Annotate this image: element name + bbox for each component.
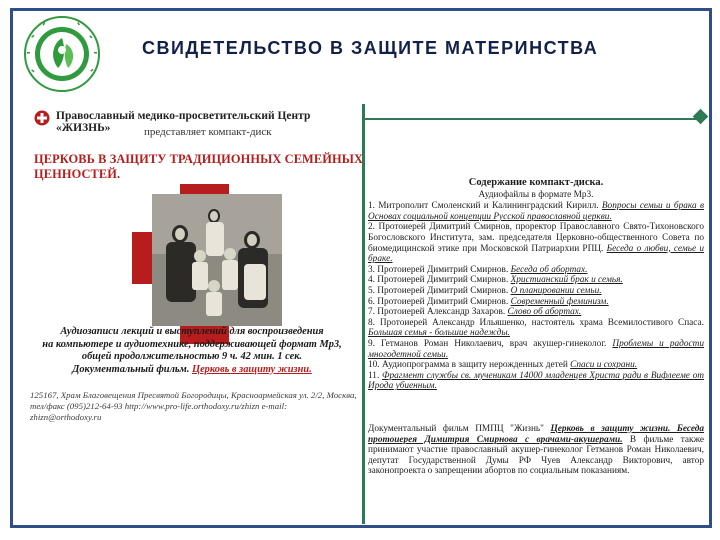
address-line: 125167, Храм Благовещения Пресвятой Богородицы, Красноармейская ул. 2/2, Москва, — [30, 390, 357, 400]
item-topic: Фрагмент службы св. мученикам 14000 младенцев Христа ради в Вифлееме от Ирода убиенным. — [368, 370, 704, 392]
item-topic: Беседа об абортах. — [510, 264, 588, 275]
contents-item — [368, 318, 704, 339]
cd-title: ЦЕРКОВЬ В ЗАЩИТУ ТРАДИЦИОННЫХ СЕМЕЙНЫХ ЦЕННОСТЕЙ. — [34, 152, 364, 181]
contents-item — [368, 339, 704, 360]
item-topic: Слово об абортах. — [507, 307, 582, 318]
slide-title: СВИДЕТЕЛЬСТВО В ЗАЩИТЕ МАТЕРИНСТВА — [142, 38, 599, 58]
item-topic: Беседа о любви, семье и браке. — [368, 243, 704, 265]
docfilm-title: Церковь в защиту жизни. Беседа протоиерея Димитрия Смирнова с врачами-акушерами. — [368, 424, 704, 445]
item-author: 5. Протоиерей Димитрий Смирнов. — [368, 285, 511, 296]
contents-item — [368, 307, 704, 318]
contents-item — [368, 297, 704, 308]
item-topic: Христианский брак и семья. — [510, 275, 623, 286]
contents-item — [368, 275, 704, 286]
item-author: 7. Протоиерей Александр Захаров. — [368, 307, 508, 318]
organization-logo — [22, 14, 102, 94]
item-author: 1. Митрополит Смоленский и Калининградский Кирилл. — [368, 201, 602, 212]
item-topic: Большая семья - большие надежды. — [368, 328, 510, 339]
item-author: 2. Протоиерей Димитрий Смирнов, проректор Православного Свято-Тихоновского Богословского Института, зам. председателя Церковно-общественного Совета по биомедицинской этике при Московской Патриархии РПЦ. — [368, 222, 704, 254]
item-author: 11. — [368, 370, 383, 381]
item-topic: Вопросы семьи и брака в Основах социальной концепции Русской православной церкви. — [368, 201, 704, 222]
item-author: 6. Протоиерей Димитрий Смирнов. — [368, 296, 511, 307]
red-cross-icon — [34, 110, 50, 126]
contents-item — [368, 222, 704, 264]
desc-line — [24, 364, 360, 377]
contents-item — [368, 201, 704, 222]
desc-line: на компьютере и аудиотехнике, поддерживающей формат Mp3, — [42, 338, 342, 350]
item-author: 3. Протоиерей Димитрий Смирнов. — [368, 264, 511, 275]
item-topic: Современный феминизм. — [510, 296, 609, 307]
cd-contents — [368, 178, 704, 392]
contents-title: Содержание компакт-диска. — [468, 177, 604, 188]
family-photo — [152, 194, 282, 326]
item-author: 9. Гетманов Роман Николаевич, врач акушер-гинеколог. — [368, 338, 613, 349]
contents-item — [368, 286, 704, 297]
docfilm-rest: В фильме также принимают участие православный акушер-гинеколог Гетманов Роман Николаевич, депутат Государственной Думы РФ Чуев Александр Викторович, автор законопроекта о запрещении абортов по социальным показаниям. — [368, 434, 704, 477]
contents-item — [368, 371, 704, 392]
contents-item — [368, 360, 704, 371]
desc-film-label: Документальный фильм. — [72, 363, 190, 375]
contacts-line: тел/факс (095)212-64-93 http://www.pro-life.orthodoxy.ru/zhizn e-mail: zhizn@orthodoxy.ru — [30, 401, 287, 422]
docfilm-prefix: Документальный фильм ПМПЦ "Жизнь" — [368, 424, 551, 434]
desc-line: общей продолжительностью 9 ч. 42 мин. 1 сек. — [81, 351, 303, 362]
film-title: Церковь в защиту жизни. — [191, 363, 312, 375]
contents-subtitle: Аудиофайлы в формате Mp3. — [478, 189, 594, 200]
item-author: 4. Протоиерей Димитрий Смирнов. — [368, 275, 511, 286]
documentary-description — [368, 424, 704, 477]
contents-item — [368, 265, 704, 276]
cover-address — [30, 390, 360, 423]
accent-horizontal-line — [362, 118, 704, 120]
desc-line: Аудиозаписи лекций и выступлений для воспроизведения — [60, 326, 324, 337]
item-topic: О планировании семьи. — [510, 285, 602, 296]
cd-cover-image — [24, 104, 364, 422]
item-topic: Проблемы и радости многодетной семьи. — [368, 338, 704, 360]
item-topic: Спаси и сохрани. — [570, 360, 638, 371]
presents-text: представляет компакт-диск — [144, 126, 272, 138]
cd-description — [24, 326, 360, 376]
contents-list — [368, 201, 704, 392]
center-name: Православный медико-просветительский Центр «ЖИЗНЬ» — [56, 110, 311, 134]
item-author: 10. Аудиопрограмма в защиту нерожденных детей — [368, 360, 571, 371]
item-author: 8. Протоиерей Александр Ильяшенко, настоятель храма Всемилостивого Спаса. — [368, 317, 704, 328]
